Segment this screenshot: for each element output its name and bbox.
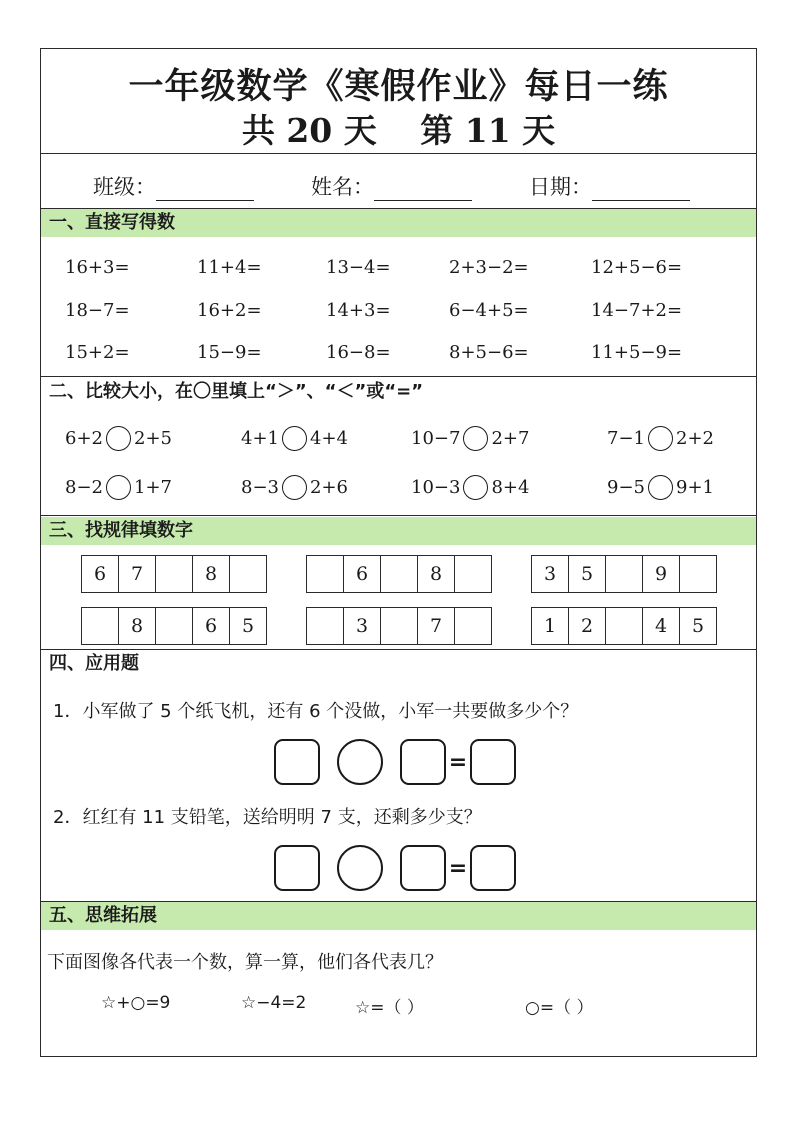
name-label: 姓名： — [311, 175, 374, 199]
comparison-left: 8−3 — [241, 477, 279, 498]
comparison-right: 2+2 — [676, 428, 714, 449]
operator-circle[interactable] — [337, 845, 383, 891]
comparison-item — [65, 475, 172, 500]
sequence-cell[interactable]: 2 — [569, 608, 606, 644]
arithmetic-item: 11+5−9= — [591, 342, 683, 363]
comparison-right: 9+1 — [676, 477, 714, 498]
answer-circle[interactable] — [282, 426, 307, 451]
sequence-cell[interactable]: 8 — [119, 608, 156, 644]
sequence-cell[interactable] — [307, 556, 344, 592]
section-3-header: 三、找规律填数字 — [41, 517, 756, 545]
star-answer[interactable]: ☆=（ ） — [355, 998, 424, 1018]
circle-answer[interactable]: ○=（ ） — [525, 998, 594, 1018]
answer-box[interactable] — [400, 845, 446, 891]
class-blank[interactable] — [156, 180, 254, 201]
arithmetic-item: 18−7= — [65, 300, 130, 321]
divider — [41, 153, 756, 154]
answer-box[interactable] — [274, 739, 320, 785]
sequence-row — [531, 555, 717, 593]
arithmetic-item: 16+3= — [65, 257, 130, 278]
sequence-cell[interactable] — [156, 556, 193, 592]
arithmetic-item: 8+5−6= — [449, 342, 529, 363]
arithmetic-item: 2+3−2= — [449, 257, 529, 278]
total-days: 共 20 天 — [241, 111, 377, 150]
sequence-cell[interactable]: 7 — [418, 608, 455, 644]
comparison-right: 1+7 — [134, 477, 172, 498]
class-field[interactable] — [93, 171, 254, 201]
arithmetic-item: 15−9= — [197, 342, 262, 363]
sequence-cell[interactable] — [381, 608, 418, 644]
result-box[interactable] — [470, 845, 516, 891]
sequence-cell[interactable] — [455, 556, 492, 592]
thinking-prompt: 下面图像各代表一个数，算一算，他们各代表几？ — [47, 952, 443, 973]
worksheet — [40, 48, 757, 1057]
comparison-right: 8+4 — [491, 477, 530, 498]
equation-boxes-2 — [274, 845, 516, 891]
sequence-cell[interactable]: 6 — [82, 556, 119, 592]
comparison-left: 10−3 — [411, 477, 461, 498]
comparison-item — [65, 426, 172, 451]
sequence-cell[interactable] — [307, 608, 344, 644]
comparison-item — [607, 475, 714, 500]
date-label: 日期： — [529, 175, 592, 199]
worksheet-title: 一年级数学《寒假作业》每日一练 — [128, 66, 669, 107]
section-5-header: 五、思维拓展 — [41, 902, 756, 930]
equation-boxes-1 — [274, 739, 516, 785]
sequence-cell[interactable]: 5 — [230, 608, 267, 644]
comparison-left: 10−7 — [411, 428, 461, 449]
date-field[interactable] — [529, 171, 690, 201]
sequence-cell[interactable]: 1 — [532, 608, 569, 644]
sequence-cell[interactable]: 3 — [532, 556, 569, 592]
divider — [41, 515, 756, 516]
result-box[interactable] — [470, 739, 516, 785]
answer-circle[interactable] — [463, 426, 488, 451]
class-label: 班级： — [93, 175, 156, 199]
name-blank[interactable] — [374, 180, 472, 201]
comparison-left: 9−5 — [607, 477, 645, 498]
sequence-cell[interactable] — [82, 608, 119, 644]
comparison-item — [411, 475, 529, 500]
word-problem-2: 2．红红有 11 支铅笔，送给明明 7 支，还剩多少支？ — [53, 807, 482, 828]
symbol-equation: ☆+○=9 — [101, 993, 171, 1013]
comparison-left: 8−2 — [65, 477, 103, 498]
answer-circle[interactable] — [282, 475, 307, 500]
comparison-right: 2+7 — [491, 428, 530, 449]
arithmetic-item: 14+3= — [326, 300, 391, 321]
comparison-item — [241, 475, 348, 500]
sequence-cell[interactable]: 4 — [643, 608, 680, 644]
section-4-header: 四、应用题 — [49, 653, 139, 674]
comparison-right: 2+6 — [310, 477, 348, 498]
sequence-cell[interactable]: 5 — [569, 556, 606, 592]
sequence-cell[interactable]: 9 — [643, 556, 680, 592]
sequence-row — [531, 607, 717, 645]
comparison-right: 4+4 — [310, 428, 348, 449]
comparison-item — [607, 426, 714, 451]
word-problem-1: 1．小军做了 5 个纸飞机，还有 6 个没做，小军一共要做多少个？ — [53, 701, 579, 722]
day-counter — [41, 105, 756, 152]
sequence-row — [306, 555, 492, 593]
current-day: 第 11 天 — [420, 111, 556, 150]
comparison-left: 4+1 — [241, 428, 279, 449]
answer-circle[interactable] — [463, 475, 488, 500]
sequence-cell[interactable]: 8 — [193, 556, 230, 592]
operator-circle[interactable] — [337, 739, 383, 785]
answer-circle[interactable] — [106, 475, 131, 500]
symbol-equation: ☆−4=2 — [241, 993, 307, 1013]
equals-sign: = — [448, 855, 468, 881]
sequence-cell[interactable] — [680, 556, 717, 592]
answer-circle[interactable] — [106, 426, 131, 451]
arithmetic-item: 16+2= — [197, 300, 262, 321]
divider — [41, 376, 756, 377]
comparison-item — [411, 426, 529, 451]
sequence-cell[interactable] — [381, 556, 418, 592]
date-blank[interactable] — [592, 180, 690, 201]
arithmetic-item: 6−4+5= — [449, 300, 529, 321]
name-field[interactable] — [311, 171, 472, 201]
sequence-cell[interactable] — [230, 556, 267, 592]
comparison-left: 7−1 — [607, 428, 645, 449]
comparison-left: 6+2 — [65, 428, 103, 449]
arithmetic-item: 14−7+2= — [591, 300, 683, 321]
section-2-header: 二、比较大小，在〇里填上“＞”、“＜”或“=” — [49, 381, 424, 402]
sequence-row — [306, 607, 492, 645]
sequence-cell[interactable]: 3 — [344, 608, 381, 644]
answer-box[interactable] — [274, 845, 320, 891]
sequence-cell[interactable]: 6 — [344, 556, 381, 592]
sequence-cell[interactable]: 5 — [680, 608, 717, 644]
sequence-cell[interactable]: 6 — [193, 608, 230, 644]
arithmetic-item: 12+5−6= — [591, 257, 683, 278]
comparison-item — [241, 426, 348, 451]
arithmetic-item: 15+2= — [65, 342, 130, 363]
answer-circle[interactable] — [648, 426, 673, 451]
sequence-cell[interactable]: 7 — [119, 556, 156, 592]
sequence-cell[interactable] — [156, 608, 193, 644]
sequence-row — [81, 555, 267, 593]
sequence-cell[interactable]: 8 — [418, 556, 455, 592]
arithmetic-item: 11+4= — [197, 257, 262, 278]
arithmetic-item: 16−8= — [326, 342, 391, 363]
sequence-cell[interactable] — [606, 556, 643, 592]
arithmetic-item: 13−4= — [326, 257, 391, 278]
answer-box[interactable] — [400, 739, 446, 785]
sequence-cell[interactable] — [455, 608, 492, 644]
sequence-cell[interactable] — [606, 608, 643, 644]
answer-circle[interactable] — [648, 475, 673, 500]
sequence-row — [81, 607, 267, 645]
section-1-header: 一、直接写得数 — [41, 209, 756, 237]
equals-sign: = — [448, 749, 468, 775]
comparison-right: 2+5 — [134, 428, 172, 449]
